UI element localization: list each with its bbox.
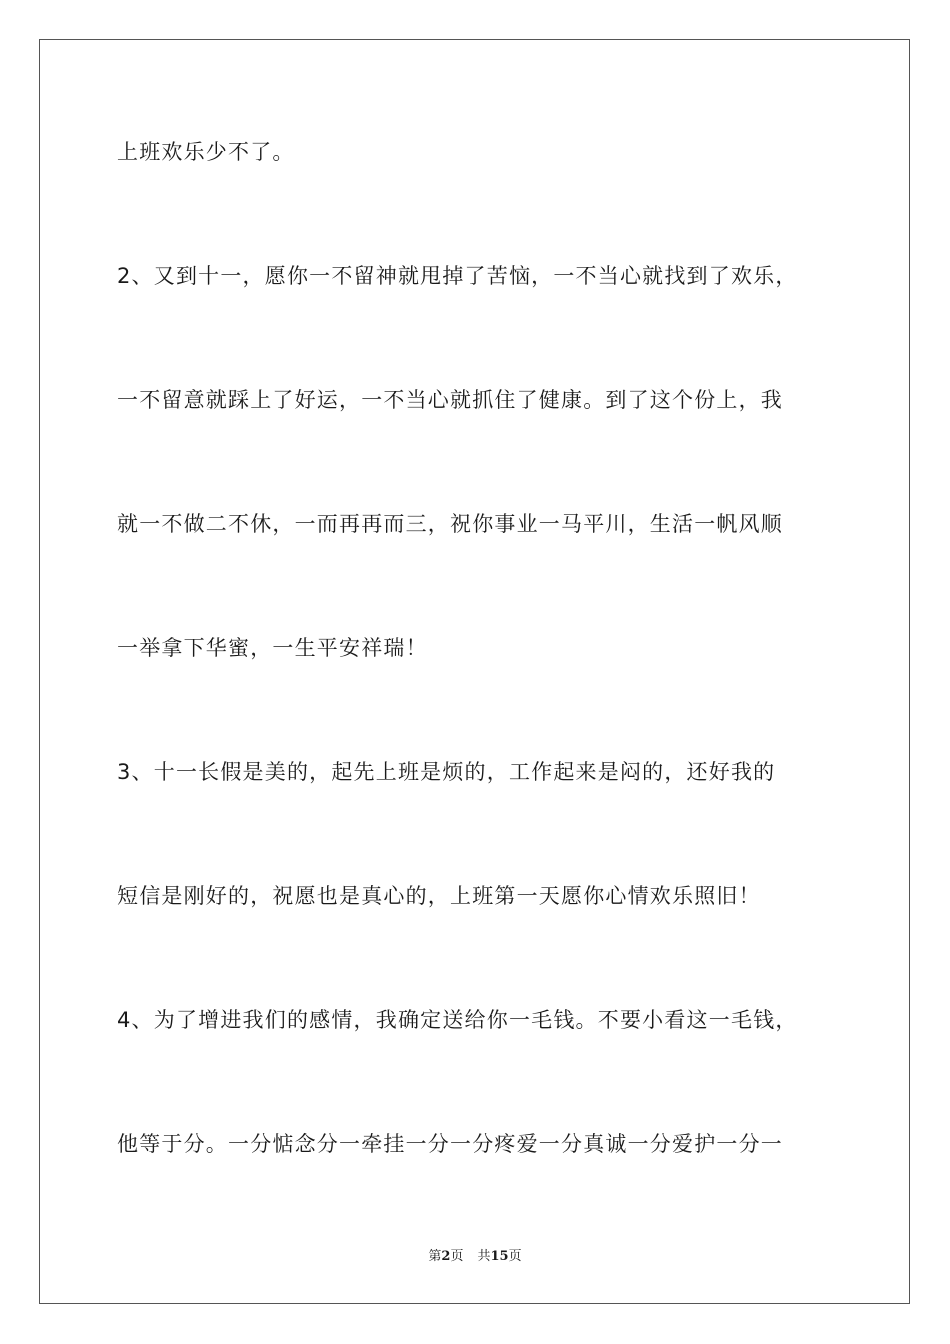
text-line-8: 4、为了增进我们的感情，我确定送给你一毛钱。不要小看这一毛钱， <box>117 1008 798 1032</box>
page-prefix: 第 <box>428 1249 442 1264</box>
text-line-9: 他等于分。一分惦念分一牵挂一分一分疼爱一分真诚一分爱护一分一 <box>117 1132 783 1156</box>
page-suffix: 页 <box>450 1249 464 1264</box>
total-pages: 15 <box>490 1249 509 1264</box>
text-line-6: 3、十一长假是美的，起先上班是烦的，工作起来是闷的，还好我的 <box>117 760 776 784</box>
text-line-4: 就一不做二不休，一而再再而三，祝你事业一马平川，生活一帆风顺 <box>117 512 783 536</box>
total-prefix: 共 <box>477 1249 491 1264</box>
total-suffix: 页 <box>508 1249 522 1264</box>
page-footer <box>0 1248 950 1266</box>
text-line-3: 一不留意就踩上了好运，一不当心就抓住了健康。到了这个份上，我 <box>117 388 783 412</box>
text-line-1: 上班欢乐少不了。 <box>117 140 295 164</box>
page-number: 2 <box>441 1249 451 1264</box>
text-line-5: 一举拿下华蜜，一生平安祥瑞！ <box>117 636 428 660</box>
text-line-2: 2、又到十一，愿你一不留神就甩掉了苦恼，一不当心就找到了欢乐， <box>117 264 798 288</box>
page-frame <box>39 39 910 1304</box>
text-line-7: 短信是刚好的，祝愿也是真心的，上班第一天愿你心情欢乐照旧！ <box>117 884 761 908</box>
